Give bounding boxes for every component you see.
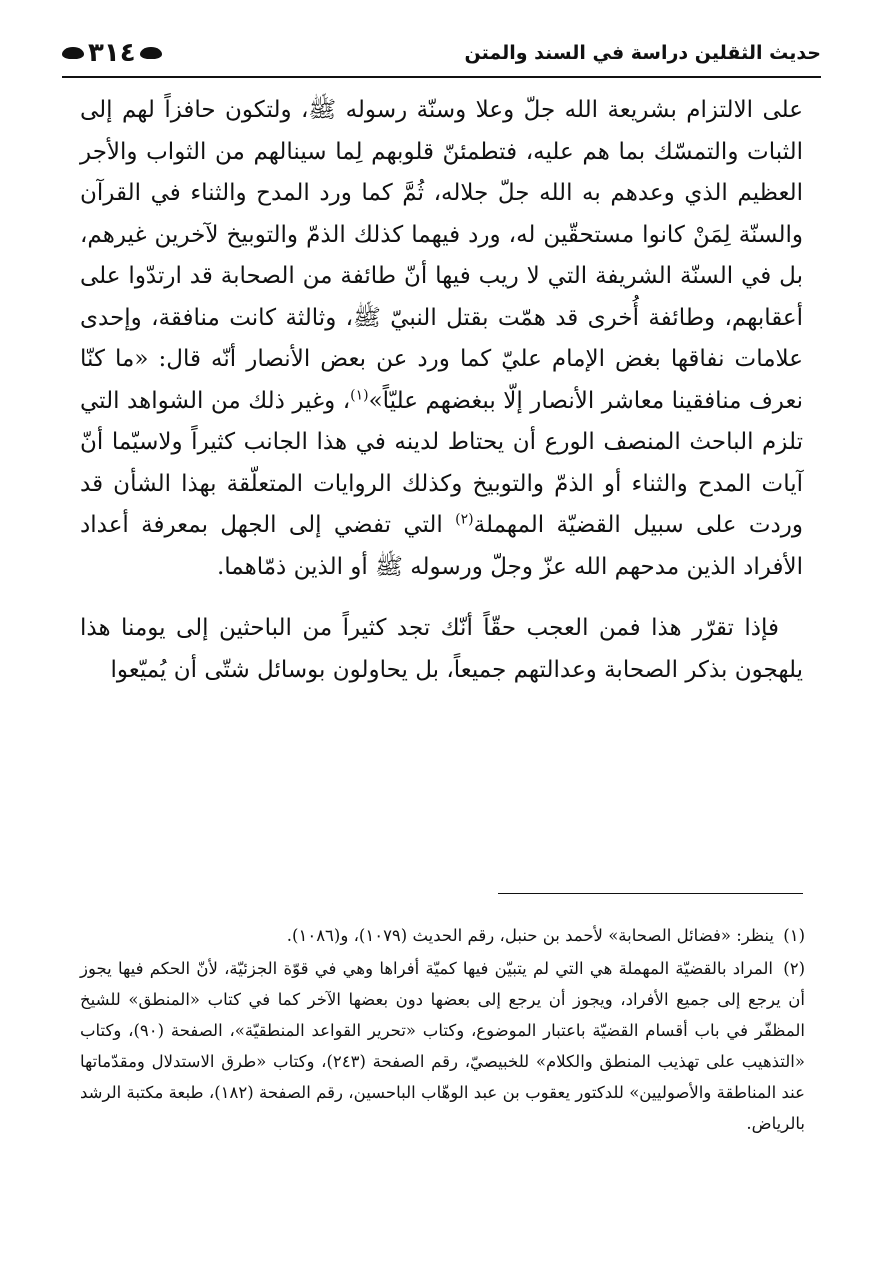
- running-head: [62, 30, 821, 76]
- ornament-right-icon: [140, 47, 162, 59]
- paragraph-1-text: على الالتزام بشريعة الله جلّ وعلا وسنّة رسوله ﷺ، ولتكون حافزاً لهم إلى الثبات والتمسّك بما هم عليه، فتطمئنّ قلوبهم لِما سينالهم من الثواب والأجر العظيم الذي وعدهم به الله جلّ جلاله، ثُمَّ كما ورد المدح والثناء في القرآن والسنّة لِمَنْ كانوا مستحقّين له، ورد فيهما كذلك الذمّ والتوبيخ لآخرين غيرهم، بل في السنّة الشريفة التي لا ريب فيها أنّ طائفة من الصحابة قد ارتدّوا على أعقابهم، وطائفة أُخرى قد همّت بقتل النبيّ ﷺ، وثالثة كانت منافقة، وإحدى علامات نفاقها بغض الإمام عليّ كما ورد عن بعض الأنصار أنّه قال: «ما كنّا نعرف منافقينا معاشر الأنصار إلّا ببغضهم عليّاً»: [80, 97, 803, 414]
- main-text: [80, 90, 803, 691]
- footnote-1: [80, 920, 805, 951]
- running-head-title: حديث الثقلين دراسة في السند والمتن: [464, 42, 821, 64]
- footnotes: [80, 920, 805, 1141]
- paragraph-1-end: التي تفضي إلى الجهل بمعرفة أعداد الأفراد الذين مدحهم الله عزّ وجلّ ورسوله ﷺ أو الذين ذمّاهما.: [80, 512, 803, 580]
- page-number: [62, 38, 162, 68]
- page-number-value: ٣١٤: [88, 38, 136, 68]
- footnote-separator: [498, 893, 803, 894]
- header-rule: [62, 76, 821, 78]
- footnote-number: (١): [783, 926, 805, 945]
- paragraph-1-continued: ، وغير ذلك من الشواهد التي تلزم الباحث المنصف الورع أن يحتاط لدينه في هذا الجانب كثيراً ولاسيّما أنّ آيات المدح والثناء أو الذمّ والتوبيخ وكذلك الروايات المتعلّقة بهذا الشأن قد وردت على سبيل القضيّة المهملة: [80, 387, 803, 538]
- footnote-text: المراد بالقضيّة المهملة هي التي لم يتبيّن فيها كميّة أفراها وهي في قوّة الجزئيّة، لأنّ الحكم فيها يجوز أن يرجع إلى جميع الأفراد، ويجوز أن يرجع إلى بعضها دون بعضها الآخر كما في كتاب «المنطق» للشيخ المظفّر في باب أقسام القضيّة باعتبار الموضوع، وكتاب «تحرير القواعد المنطقيّة»، الصفحة (٩٠)، وكتاب «التذهيب على تهذيب المنطق والكلام» للخبيصيّ، رقم الصفحة (٢٤٣)، وكتاب «طرق الاستدلال ومقدّماتها عند المناطقة والأصوليين» للدكتور يعقوب بن عبد الوهّاب الباحسين، رقم الصفحة (١٨٢)، طبعة مكتبة الرشد بالرياض.: [80, 959, 805, 1133]
- footnote-2: [80, 953, 805, 1139]
- footnote-ref-1[interactable]: (١): [350, 386, 369, 403]
- footnote-text: ينظر: «فضائل الصحابة» لأحمد بن حنبل، رقم الحديث (١٠٧٩)، و(١٠٨٦).: [286, 926, 774, 945]
- paragraph-2: فإذا تقرّر هذا فمن العجب حقّاً أنّك تجد كثيراً من الباحثين إلى يومنا هذا يلهجون بذكر الصحابة وعدالتهم جميعاً، بل يحاولون بوسائل شتّى أن يُميّعوا: [80, 615, 803, 683]
- footnote-number: (٢): [783, 959, 805, 978]
- footnote-ref-2[interactable]: (٢): [455, 511, 474, 528]
- paragraph-1: [80, 90, 803, 588]
- ornament-left-icon: [62, 47, 84, 59]
